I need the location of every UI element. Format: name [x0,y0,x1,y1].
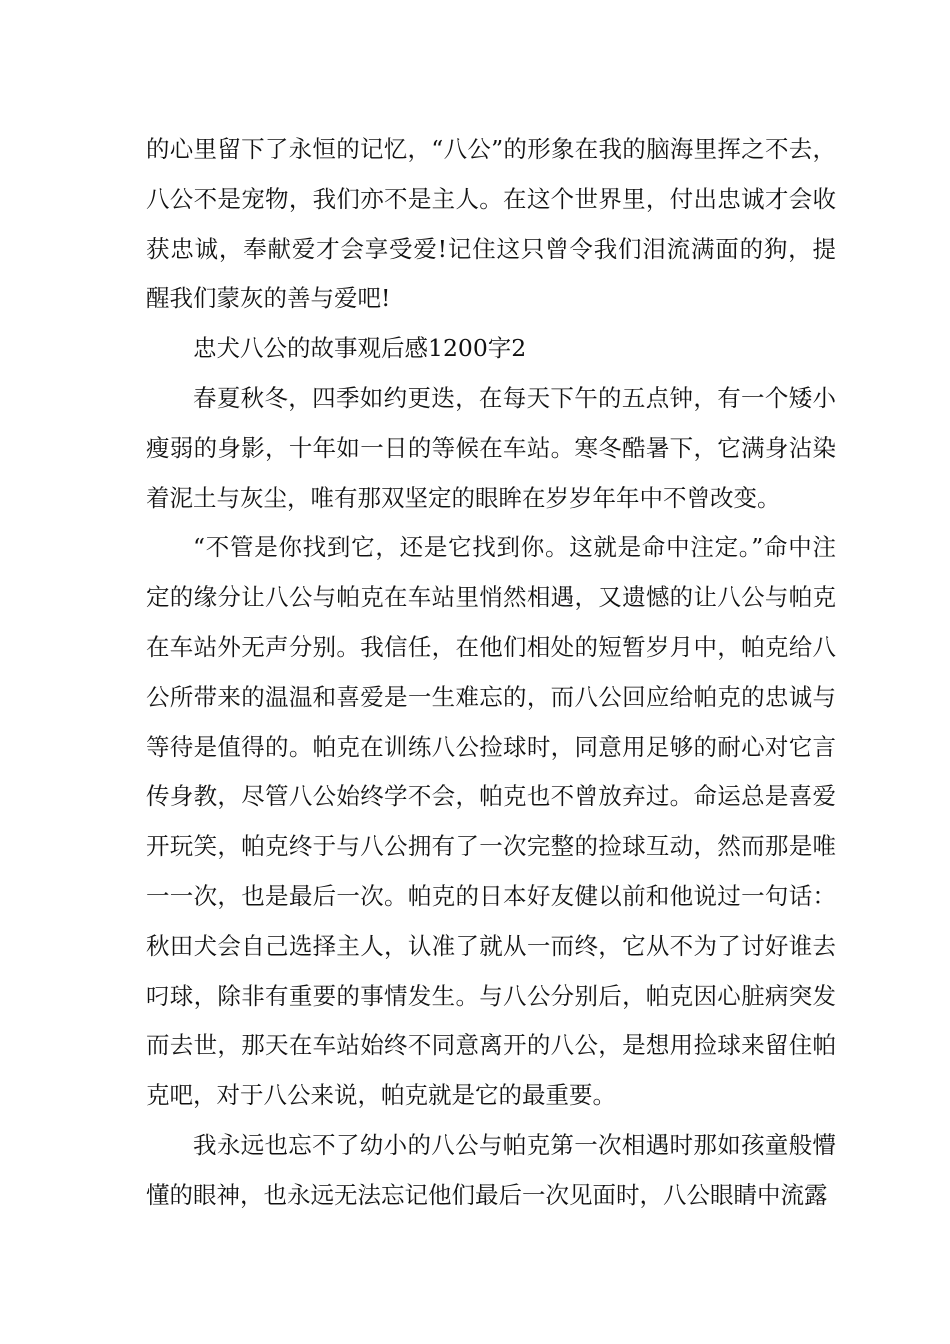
document-body [146,125,836,1221]
paragraph-seasons: 春夏秋冬，四季如约更迭，在每天下午的五点钟，有一个矮小瘦弱的身影，十年如一日的等候在车站。寒冬酷暑下，它满身沾染着泥土与灰尘，唯有那双坚定的眼眸在岁岁年年中不曾改变。 [146,383,836,512]
paragraph-memory: 我永远也忘不了幼小的八公与帕克第一次相遇时那如孩童般懵懂的眼神，也永远无法忘记他们最后一次见面时，八公眼睛中流露 [146,1130,836,1209]
paragraph-continuation: 的心里留下了永恒的记忆，“八公”的形象在我的脑海里挥之不去，八公不是宠物，我们亦不是主人。在这个世界里，付出忠诚才会收获忠诚，奉献爱才会享受爱!记住这只曾令我们泪流满面的狗，提醒我们蒙灰的善与爱吧! [146,135,836,313]
section-heading: 忠犬八公的故事观后感1200字2 [193,334,527,363]
paragraph-destiny: “不管是你找到它，还是它找到你。这就是命中注定。”命中注定的缘分让八公与帕克在车站里悄然相遇，又遗憾的让八公与帕克在车站外无声分别。我信任，在他们相处的短暂岁月中，帕克给八公所带来的温温和喜爱是一生难忘的，而八公回应给帕克的忠诚与等待是值得的。帕克在训练八公捡球时，同意用足够的耐心对它言传身教，尽管八公始终学不会，帕克也不曾放弃过。命运总是喜爱开玩笑，帕克终于与八公拥有了一次完整的捡球互动，然而那是唯一一次，也是最后一次。帕克的日本好友健以前和他说过一句话：秋田犬会自己选择主人，认准了就从一而终，它从不为了讨好谁去叼球，除非有重要的事情发生。与八公分别后，帕克因心脏病突发而去世，那天在车站始终不同意离开的八公，是想用捡球来留住帕克吧，对于八公来说，帕克就是它的最重要。 [146,533,836,1110]
